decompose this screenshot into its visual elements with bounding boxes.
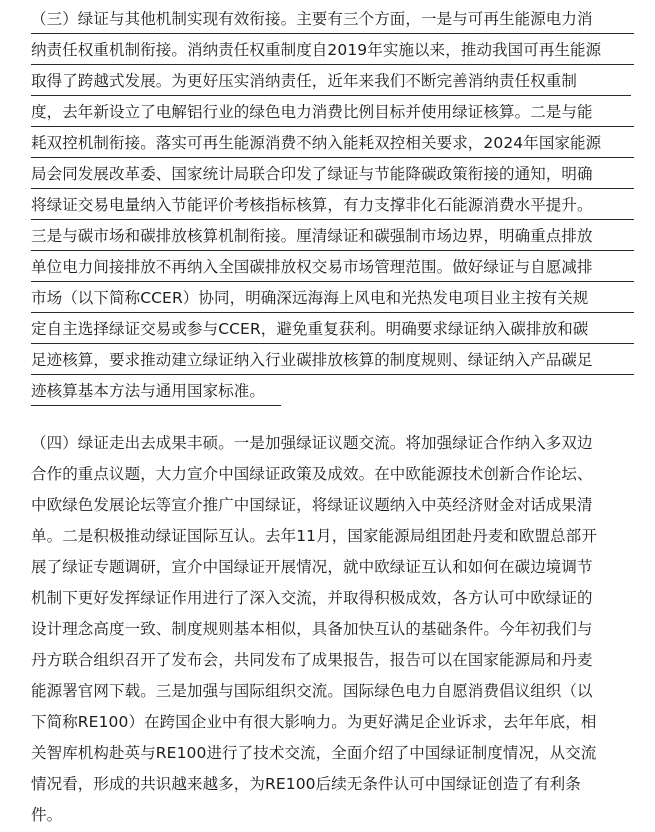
- underline: [31, 374, 634, 375]
- text-line: 件。: [31, 806, 63, 824]
- text-line: 耗双控机制衔接。落实可再生能源消费不纳入能耗双控相关要求，2024年国家能源: [31, 134, 602, 152]
- text-line: 局会同发展改革委、国家统计局联合印发了绿证与节能降碳政策衔接的通知，明确: [31, 165, 593, 183]
- underline: [31, 250, 634, 251]
- underline: [31, 33, 634, 34]
- text-line: 能源署官网下载。三是加强与国际组织交流。国际绿色电力自愿消费倡议组织（以: [31, 682, 593, 700]
- underline: [31, 281, 634, 282]
- text-line: 度，去年新设立了电解铝行业的绿色电力消费比例目标并使用绿证核算。二是与能: [31, 103, 593, 121]
- text-line: 单位电力间接排放不再纳入全国碳排放权交易市场管理范围。做好绿证与自愿减排: [31, 258, 593, 276]
- text-line: （三）绿证与其他机制实现有效衔接。主要有三个方面，一是与可再生能源电力消: [31, 10, 593, 28]
- text-line: 机制下更好发挥绿证作用进行了深入交流，并取得积极成效，各方认可中欧绿证的: [31, 589, 593, 607]
- text-line: 将绿证交易电量纳入节能评价考核指标核算，有力支撑非化石能源消费水平提升。: [31, 196, 593, 214]
- underline: [31, 312, 634, 313]
- text-line: 迹核算基本方法与通用国家标准。: [31, 382, 266, 400]
- underline: [31, 219, 634, 220]
- text-line: 单。二是积极推动绿证国际互认。去年11月，国家能源局组团赴丹麦和欧盟总部开: [31, 527, 597, 545]
- text-line: 取得了跨越式发展。为更好压实消纳责任，近年来我们不断完善消纳责任权重制: [31, 72, 578, 90]
- underline: [31, 64, 634, 65]
- text-line: 纳责任权重机制衔接。消纳责任权重制度自2019年实施以来，推动我国可再生能源: [31, 41, 602, 59]
- underline: [31, 188, 634, 189]
- text-line: （四）绿证走出去成果丰硕。一是加强绿证议题交流。将加强绿证合作纳入多双边: [31, 434, 593, 452]
- text-line: 定自主选择绿证交易或参与CCER，避免重复获利。明确要求绿证纳入碳排放和碳: [31, 320, 589, 338]
- underline: [31, 343, 634, 344]
- text-line: 关智库机构赴英与RE100进行了技术交流，全面介绍了中国绿证制度情况，从交流: [31, 744, 597, 762]
- text-line: 丹方联合组织召开了发布会，共同发布了成果报告，报告可以在国家能源局和丹麦: [31, 651, 593, 669]
- text-line: 合作的重点议题，大力宣介中国绿证政策及成效。在中欧能源技术创新合作论坛、: [31, 465, 593, 483]
- text-line: 中欧绿色发展论坛等宣介推广中国绿证，将绿证议题纳入中英经济财金对话成果清: [31, 496, 593, 514]
- underline: [31, 157, 634, 158]
- text-line: 足迹核算，要求推动建立绿证纳入行业碳排放核算的制度规则、绿证纳入产品碳足: [31, 351, 593, 369]
- text-line: 情况看，形成的共识越来越多，为RE100后续无条件认可中国绿证创造了有利条: [31, 775, 581, 793]
- text-line: 展了绿证专题调研，宣介中国绿证开展情况，就中欧绿证互认和如何在碳边境调节: [31, 558, 593, 576]
- text-line: 下简称RE100）在跨国企业中有很大影响力。为更好满足企业诉求，去年年底，相: [31, 713, 597, 731]
- text-line: 市场（以下简称CCER）协同，明确深远海海上风电和光热发电项目业主按有关规: [31, 289, 589, 307]
- underline: [31, 126, 634, 127]
- underline: [31, 405, 281, 406]
- text-line: 设计理念高度一致、制度规则基本相似，具备加快互认的基础条件。今年初我们与: [31, 620, 593, 638]
- text-line: 三是与碳市场和碳排放核算机制衔接。厘清绿证和碳强制市场边界，明确重点排放: [31, 227, 593, 245]
- underline: [31, 95, 631, 96]
